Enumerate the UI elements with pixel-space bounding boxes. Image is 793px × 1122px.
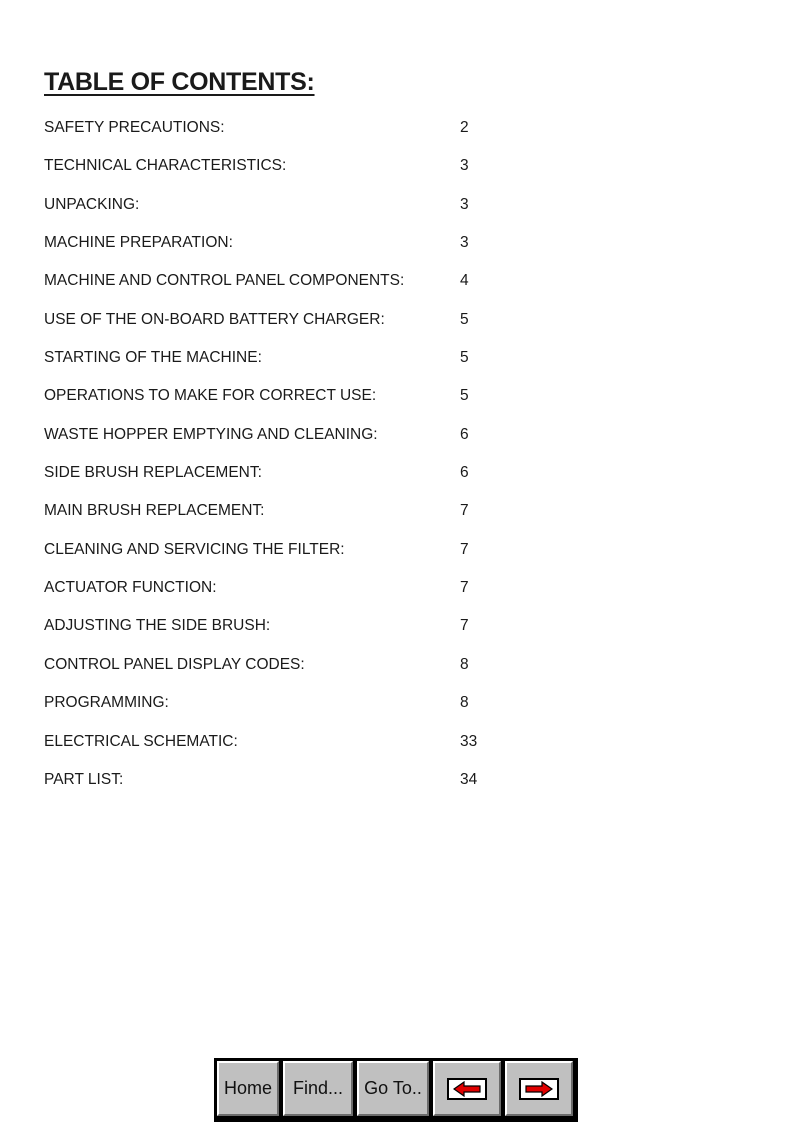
toc-entry[interactable] [44,111,504,149]
toc-entry-label: UNPACKING: [44,195,140,213]
toc-entry-label: CLEANING AND SERVICING THE FILTER: [44,540,345,558]
home-button[interactable]: Home [217,1061,279,1116]
toc-entry-label: ELECTRICAL SCHEMATIC: [44,732,238,750]
toc-entry[interactable] [44,571,504,609]
toc-entry-page-number: 33 [460,732,478,750]
toc-entry[interactable] [44,725,504,763]
go-to-button[interactable]: Go To.. [357,1061,429,1116]
toc-entry[interactable] [44,379,504,417]
toc-entry-label: WASTE HOPPER EMPTYING AND CLEANING: [44,425,378,443]
toc-entry-page-number: 7 [460,617,469,635]
toc-entry-page-number: 34 [460,770,478,788]
navigation-bar [214,1058,578,1122]
toc-entry-page-number: 3 [460,195,469,213]
toc-entry-label: ADJUSTING THE SIDE BRUSH: [44,617,271,635]
toc-entry[interactable] [44,456,504,494]
toc-entry-label: SIDE BRUSH REPLACEMENT: [44,464,262,482]
toc-entry-page-number: 8 [460,655,469,673]
toc-entry-page-number: 5 [460,387,469,405]
toc-entry-label: TECHNICAL CHARACTERISTICS: [44,157,287,175]
toc-entry-page-number: 5 [460,349,469,367]
find-button[interactable]: Find... [283,1061,353,1116]
toc-entry-page-number: 3 [460,234,469,252]
toc-entry-label: MACHINE PREPARATION: [44,234,233,252]
toc-entry-label: ACTUATOR FUNCTION: [44,579,217,597]
toc-entry-page-number: 8 [460,694,469,712]
toc-entry[interactable] [44,609,504,647]
right-arrow-icon [519,1078,559,1100]
table-of-contents [44,111,504,801]
toc-entry[interactable] [44,686,504,724]
next-page-button[interactable] [505,1061,573,1116]
toc-entry[interactable] [44,226,504,264]
toc-entry-page-number: 7 [460,502,469,520]
toc-entry[interactable] [44,303,504,341]
toc-entry[interactable] [44,648,504,686]
toc-entry-label: PART LIST: [44,770,124,788]
toc-entry[interactable] [44,494,504,532]
page-title: TABLE OF CONTENTS: [44,68,315,96]
toc-entry-page-number: 6 [460,464,469,482]
toc-entry-page-number: 2 [460,119,469,136]
toc-entry-page-number: 6 [460,425,469,443]
toc-entry-label: STARTING OF THE MACHINE: [44,349,262,367]
toc-entry[interactable] [44,264,504,302]
toc-entry-page-number: 5 [460,310,469,328]
toc-entry[interactable] [44,149,504,187]
previous-page-button[interactable] [433,1061,501,1116]
toc-entry-label: MACHINE AND CONTROL PANEL COMPONENTS: [44,272,405,290]
toc-entry[interactable] [44,418,504,456]
toc-entry[interactable] [44,533,504,571]
toc-entry-label: MAIN BRUSH REPLACEMENT: [44,502,265,520]
toc-entry-label: SAFETY PRECAUTIONS: [44,119,225,136]
toc-entry-label: USE OF THE ON-BOARD BATTERY CHARGER: [44,310,385,328]
left-arrow-icon [447,1078,487,1100]
toc-entry-page-number: 4 [460,272,469,290]
toc-entry-page-number: 7 [460,540,469,558]
toc-entry-label: CONTROL PANEL DISPLAY CODES: [44,655,305,673]
toc-entry-label: PROGRAMMING: [44,694,169,712]
toc-entry-label: OPERATIONS TO MAKE FOR CORRECT USE: [44,387,377,405]
toc-entry-page-number: 7 [460,579,469,597]
toc-entry[interactable] [44,763,504,801]
toc-entry[interactable] [44,188,504,226]
toc-entry-page-number: 3 [460,157,469,175]
toc-entry[interactable] [44,341,504,379]
